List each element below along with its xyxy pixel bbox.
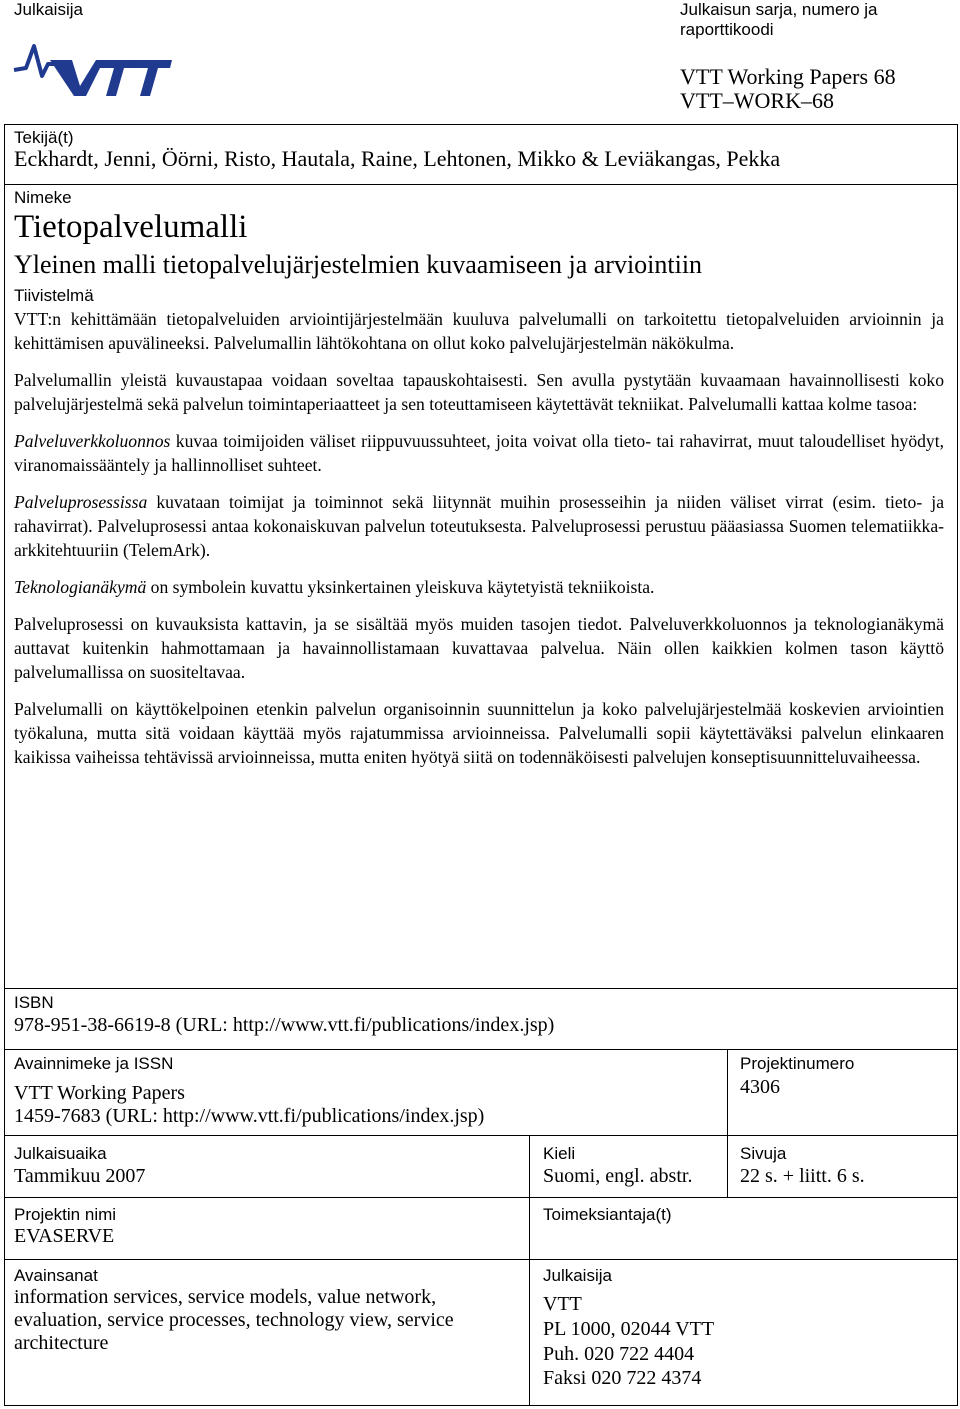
- abstract-text: kuvaa toimijoiden väliset riippuvuussuhteet, joita voivat olla tieto- tai rahavirrat, muut taloudelliset hyödyt, viranomaissääntely ja hallinnolliset suhteet.: [14, 431, 944, 475]
- title-label: Nimeke: [14, 188, 72, 207]
- authors-value: Eckhardt, Jenni, Öörni, Risto, Hautala, Raine, Lehtonen, Mikko & Leviäkangas, Pekka: [14, 146, 781, 171]
- publisher-label: Julkaisija: [14, 0, 83, 19]
- frame-right: [957, 124, 958, 1406]
- term-palveluprosessissa: Palveluprosessissa: [14, 492, 148, 512]
- divider-issn-project: [727, 1049, 728, 1135]
- project-name-label: Projektin nimi: [14, 1205, 117, 1224]
- divider-issn: [4, 1049, 958, 1050]
- language-value: Suomi, engl. abstr.: [543, 1165, 693, 1187]
- project-number-value: 4306: [740, 1076, 780, 1098]
- keywords-line2: evaluation, service processes, technology view, service: [14, 1309, 454, 1331]
- vtt-logo-icon: [12, 40, 172, 100]
- keywords-line1: information services, service models, value network,: [14, 1286, 437, 1308]
- divider-project: [4, 1197, 958, 1198]
- abstract-body: [14, 307, 944, 782]
- commissioner-label: Toimeksiantaja(t): [543, 1205, 672, 1224]
- vtt-logo: [12, 40, 172, 100]
- issn-line2: 1459-7683 (URL: http://www.vtt.fi/publications/index.jsp): [14, 1105, 485, 1127]
- frame-bottom: [4, 1405, 958, 1406]
- page-subtitle: Yleinen malli tietopalvelujärjestelmien kuvaamiseen ja arviointiin: [14, 250, 703, 279]
- keywords-label: Avainsanat: [14, 1266, 98, 1285]
- divider-isbn: [4, 988, 958, 989]
- divider-keywords: [4, 1259, 958, 1260]
- abstract-text: on symbolein kuvattu yksinkertainen yleiskuva käytetyistä tekniikoista.: [146, 577, 655, 597]
- pages-value: 22 s. + liitt. 6 s.: [740, 1165, 865, 1187]
- term-teknologianakyma: Teknologianäkymä: [14, 577, 147, 597]
- abstract-paragraph: Palvelumallin yleistä kuvaustapaa voidaan soveltaa tapauskohtaisesti. Sen avulla pystytään kuvaamaan havainnollisesti koko palvelujärjestelmä sekä palvelun toimintaperiaatteet ja sen toteuttamiseen käytettävät tekniikat. Palvelumalli kattaa kolme tasoa:: [14, 370, 944, 414]
- project-name-value: EVASERVE: [14, 1225, 115, 1247]
- abstract-paragraph: [14, 429, 944, 477]
- series-label: Julkaisun sarja, numero ja raporttikoodi: [680, 0, 878, 39]
- isbn-value: 978-951-38-6619-8 (URL: http://www.vtt.fi/publications/index.jsp): [14, 1014, 555, 1036]
- issn-label: Avainnimeke ja ISSN: [14, 1054, 174, 1073]
- isbn-label: ISBN: [14, 993, 54, 1012]
- authors-label: Tekijä(t): [14, 128, 74, 147]
- publication-date-value: Tammikuu 2007: [14, 1165, 146, 1187]
- project-number-label: Projektinumero: [740, 1054, 855, 1073]
- page-title: Tietopalvelumalli: [14, 209, 248, 245]
- issn-line1: VTT Working Papers: [14, 1082, 185, 1104]
- publisher-contact-label: Julkaisija: [543, 1266, 612, 1285]
- publisher-fax: Faksi 020 722 4374: [543, 1367, 702, 1389]
- abstract-paragraph: [14, 490, 944, 562]
- abstract-paragraph: [14, 575, 944, 599]
- frame-top: [4, 124, 958, 125]
- publisher-address: PL 1000, 02044 VTT: [543, 1318, 715, 1340]
- abstract-text: kuvataan toimijat ja toiminnot sekä liitynnät muihin prosesseihin ja niiden väliset virrat (esim. tieto- ja rahavirrat). Palveluprosessi antaa kokonaiskuvan palvelun toteutuksesta. Palveluprosessi perustuu pääasiassa Suomen telematiikka-arkkitehtuuriin (TelemArk).: [14, 492, 944, 560]
- series-line2: VTT–WORK–68: [680, 88, 834, 113]
- term-palveluverkkoluonnos: Palveluverkkoluonnos: [14, 431, 171, 451]
- abstract-paragraph: VTT:n kehittämään tietopalveluiden arviointijärjestelmään kuuluva palvelumalli on tarkoitettu tietopalveluiden arvioinnin ja kehittämisen apuvälineeksi. Palvelumallin lähtökohtana on ollut koko palvelujärjestelmän näkökulma.: [14, 309, 944, 353]
- series-line1: VTT Working Papers 68: [680, 64, 896, 89]
- language-label: Kieli: [543, 1144, 576, 1163]
- divider-authors: [4, 184, 958, 185]
- abstract-paragraph: Palvelumalli on käyttökelpoinen etenkin palvelun organisoinnin suunnittelun ja koko palvelujärjestelmää koskevien arviointien työkaluna, mutta sitä voidaan käyttää myös rajatummissa arvioinneissa. Palvelumalli sopii käytettäväksi palvelun elinkaaren kaikissa vaiheissa tehtävissä arvioinneissa, mutta eniten hyötyä siitä on todennäköisesti palvelujen konseptisuunnitteluvaiheessa.: [14, 699, 944, 767]
- publisher-phone: Puh. 020 722 4404: [543, 1343, 695, 1365]
- frame-left: [4, 124, 5, 1406]
- divider-date: [4, 1135, 958, 1136]
- pages-label: Sivuja: [740, 1144, 787, 1163]
- keywords-line3: architecture: [14, 1332, 109, 1354]
- divider-col1: [529, 1135, 530, 1405]
- divider-col2: [727, 1135, 728, 1197]
- publication-date-label: Julkaisuaika: [14, 1144, 107, 1163]
- abstract-paragraph: Palveluprosessi on kuvauksista kattavin, ja se sisältää myös muiden tasojen tiedot. Palveluverkkoluonnos ja teknologianäkymä auttavat kuitenkin hahmottamaan ja havainnollistamaan kuvattavaa palvelua. Näin ollen kaikkien kolmen tason käyttö palvelumallissa on suositeltavaa.: [14, 614, 944, 682]
- abstract-label: Tiivistelmä: [14, 286, 94, 305]
- publisher-name: VTT: [543, 1293, 582, 1315]
